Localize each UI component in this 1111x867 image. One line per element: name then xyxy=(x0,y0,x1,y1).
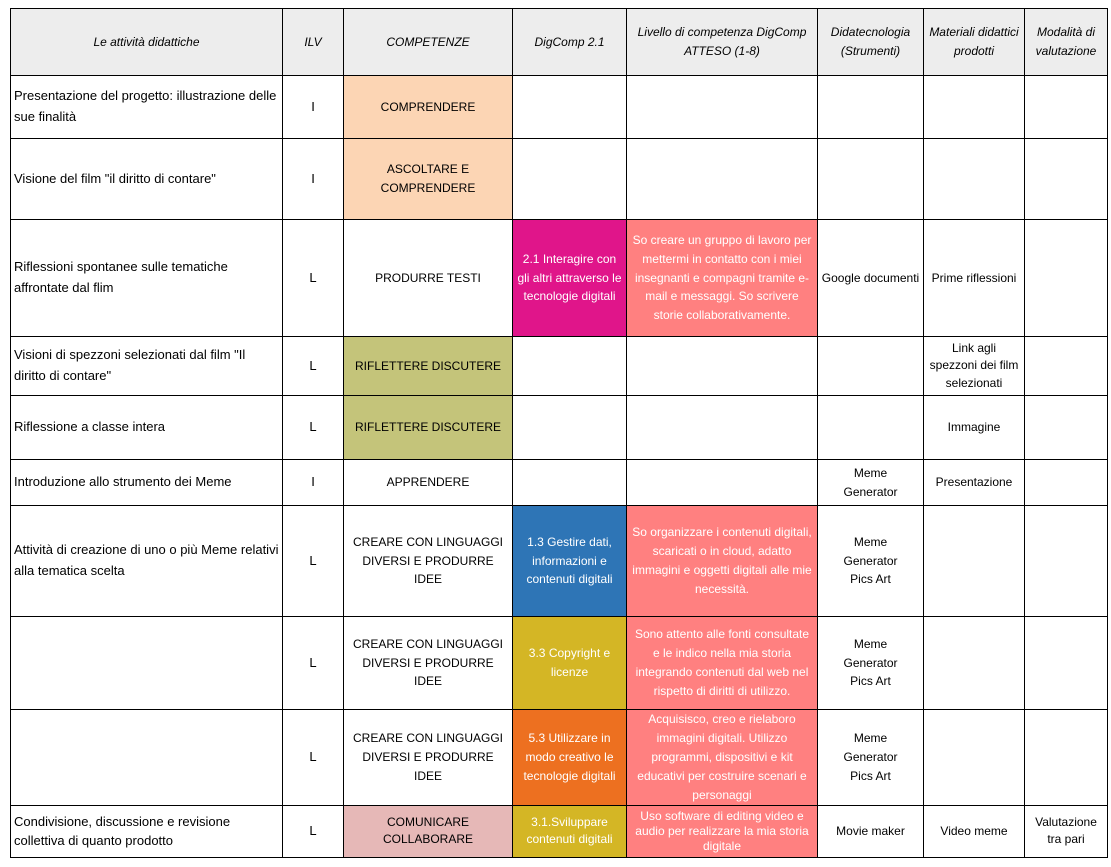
competence-cell: CREARE CON LINGUAGGI DIVERSI E PRODURRE IDEE xyxy=(344,617,513,710)
materials-cell xyxy=(924,139,1025,220)
competence-cell: CREARE CON LINGUAGGI DIVERSI E PRODURRE IDEE xyxy=(344,506,513,617)
digcomp-cell xyxy=(513,76,627,139)
digcomp-cell: 3.1.Sviluppare contenuti digitali xyxy=(513,805,627,857)
materials-cell: Video meme xyxy=(924,805,1025,857)
tools-cell: Movie maker xyxy=(818,805,924,857)
digcomp-cell xyxy=(513,139,627,220)
digcomp-cell: 2.1 Interagire con gli altri attraverso le tecnologie digitali xyxy=(513,220,627,337)
table-row xyxy=(11,337,1108,396)
header-tools: Didatecnologia (Strumenti) xyxy=(818,9,924,76)
ilv-cell: L xyxy=(283,337,344,396)
level-cell: Sono attento alle fonti consultate e le indico nella mia storia integrando contenuti dal web nel rispetto di diritti di utilizzo. xyxy=(627,617,818,710)
activity-cell xyxy=(11,617,283,710)
level-cell xyxy=(627,460,818,506)
competence-cell: ASCOLTARE E COMPRENDERE xyxy=(344,139,513,220)
ilv-cell: L xyxy=(283,396,344,460)
materials-cell xyxy=(924,617,1025,710)
level-cell: Uso software di editing video e audio per realizzare la mia storia digitale xyxy=(627,805,818,857)
evaluation-cell xyxy=(1025,617,1108,710)
materials-cell: Prime riflessioni xyxy=(924,220,1025,337)
header-ilv: ILV xyxy=(283,9,344,76)
activity-cell xyxy=(11,710,283,806)
tools-cell: Meme Generator xyxy=(818,460,924,506)
tools-cell xyxy=(818,76,924,139)
ilv-cell: L xyxy=(283,805,344,857)
evaluation-cell xyxy=(1025,506,1108,617)
competence-cell: COMPRENDERE xyxy=(344,76,513,139)
header-competenze: COMPETENZE xyxy=(344,9,513,76)
level-cell xyxy=(627,139,818,220)
competence-cell: CREARE CON LINGUAGGI DIVERSI E PRODURRE IDEE xyxy=(344,710,513,806)
activity-cell: Attività di creazione di uno o più Meme relativi alla tematica scelta xyxy=(11,506,283,617)
header-activities: Le attività didattiche xyxy=(11,9,283,76)
digcomp-cell xyxy=(513,396,627,460)
table-row xyxy=(11,460,1108,506)
evaluation-cell xyxy=(1025,220,1108,337)
evaluation-cell: Valutazione tra pari xyxy=(1025,805,1108,857)
competence-cell: RIFLETTERE DISCUTERE xyxy=(344,396,513,460)
tools-cell: Meme Generator Pics Art xyxy=(818,506,924,617)
tools-cell xyxy=(818,139,924,220)
activity-cell: Presentazione del progetto: illustrazione delle sue finalità xyxy=(11,76,283,139)
level-cell xyxy=(627,337,818,396)
evaluation-cell xyxy=(1025,76,1108,139)
header-level: Livello di competenza DigComp ATTESO (1-8) xyxy=(627,9,818,76)
table-row xyxy=(11,220,1108,337)
level-cell: So creare un gruppo di lavoro per mettermi in contatto con i miei insegnanti e compagni tramite e-mail e messaggi. So scrivere storie collaborativamente. xyxy=(627,220,818,337)
materials-cell xyxy=(924,710,1025,806)
ilv-cell: I xyxy=(283,76,344,139)
materials-cell: Presentazione xyxy=(924,460,1025,506)
tools-cell: Meme Generator Pics Art xyxy=(818,710,924,806)
evaluation-cell xyxy=(1025,710,1108,806)
evaluation-cell xyxy=(1025,460,1108,506)
level-cell: So organizzare i contenuti digitali, scaricati o in cloud, adatto immagini e oggetti digitali alle mie necessità. xyxy=(627,506,818,617)
competence-cell: COMUNICARE COLLABORARE xyxy=(344,805,513,857)
table-row xyxy=(11,396,1108,460)
level-cell: Acquisisco, creo e rielaboro immagini digitali. Utilizzo programmi, dispositivi e kit educativi per costruire scenari e personaggi xyxy=(627,710,818,806)
competence-cell: PRODURRE TESTI xyxy=(344,220,513,337)
header-row xyxy=(11,9,1108,76)
table-row xyxy=(11,617,1108,710)
level-cell xyxy=(627,76,818,139)
activities-table xyxy=(10,8,1108,858)
tools-cell xyxy=(818,396,924,460)
digcomp-cell xyxy=(513,460,627,506)
level-cell xyxy=(627,396,818,460)
activity-cell: Visione del film "il diritto di contare" xyxy=(11,139,283,220)
tools-cell xyxy=(818,337,924,396)
materials-cell: Immagine xyxy=(924,396,1025,460)
table-row xyxy=(11,805,1108,857)
digcomp-cell: 1.3 Gestire dati, informazioni e contenuti digitali xyxy=(513,506,627,617)
tools-cell: Google documenti xyxy=(818,220,924,337)
evaluation-cell xyxy=(1025,139,1108,220)
ilv-cell: I xyxy=(283,460,344,506)
activity-cell: Introduzione allo strumento dei Meme xyxy=(11,460,283,506)
header-materials: Materiali didattici prodotti xyxy=(924,9,1025,76)
materials-cell xyxy=(924,76,1025,139)
table-row xyxy=(11,139,1108,220)
ilv-cell: L xyxy=(283,220,344,337)
header-evaluation: Modalità di valutazione xyxy=(1025,9,1108,76)
ilv-cell: L xyxy=(283,506,344,617)
materials-cell: Link agli spezzoni dei film selezionati xyxy=(924,337,1025,396)
activity-cell: Riflessioni spontanee sulle tematiche affrontate dal flim xyxy=(11,220,283,337)
tools-cell: Meme Generator Pics Art xyxy=(818,617,924,710)
activity-cell: Condivisione, discussione e revisione collettiva di quanto prodotto xyxy=(11,805,283,857)
table-row xyxy=(11,76,1108,139)
competence-cell: APPRENDERE xyxy=(344,460,513,506)
digcomp-cell: 5.3 Utilizzare in modo creativo le tecnologie digitali xyxy=(513,710,627,806)
table-row xyxy=(11,506,1108,617)
header-digcomp: DigComp 2.1 xyxy=(513,9,627,76)
competence-cell: RIFLETTERE DISCUTERE xyxy=(344,337,513,396)
materials-cell xyxy=(924,506,1025,617)
evaluation-cell xyxy=(1025,396,1108,460)
digcomp-cell: 3.3 Copyright e licenze xyxy=(513,617,627,710)
ilv-cell: L xyxy=(283,710,344,806)
evaluation-cell xyxy=(1025,337,1108,396)
table-row xyxy=(11,710,1108,806)
ilv-cell: I xyxy=(283,139,344,220)
ilv-cell: L xyxy=(283,617,344,710)
activity-cell: Visioni di spezzoni selezionati dal film "Il diritto di contare" xyxy=(11,337,283,396)
activity-cell: Riflessione a classe intera xyxy=(11,396,283,460)
digcomp-cell xyxy=(513,337,627,396)
